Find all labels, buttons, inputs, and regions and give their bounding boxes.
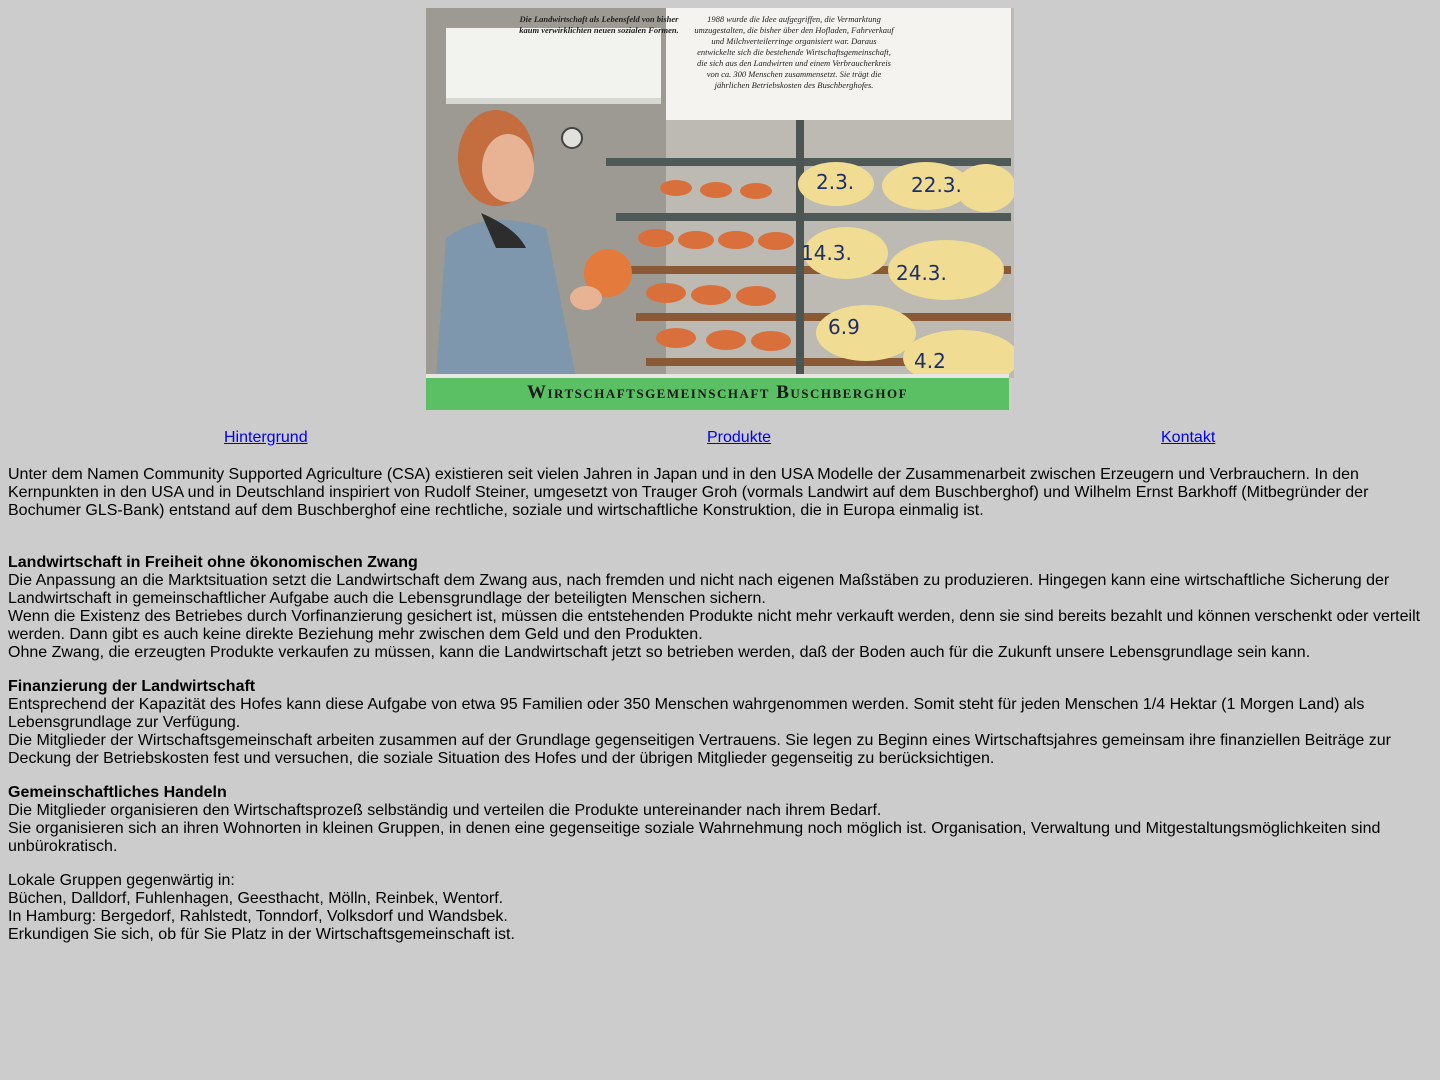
section-heading: Gemeinschaftliches Handeln: [8, 784, 227, 801]
section-heading: Finanzierung der Landwirtschaft: [8, 678, 256, 695]
navigation: [0, 429, 1440, 447]
nav-link-hintergrund[interactable]: Hintergrund: [224, 429, 308, 446]
nav-link-produkte[interactable]: Produkte: [707, 429, 772, 446]
section-handeln: [8, 784, 1428, 856]
cheese-label: 22.3.: [911, 173, 962, 197]
banner-image: [426, 8, 1014, 410]
paragraph: Wenn die Existenz des Betriebes durch Vorfinanzierung gesichert ist, müssen die entstehenden Produkte nicht mehr verkauft werden, denn sie sind bereits bezahlt und können verschenkt oder verteilt werden. Dann gibt es auch keine direkte Beziehung mehr zwischen dem Geld und den Produkten.: [8, 608, 1421, 643]
paragraph: Lokale Gruppen gegenwärtig in:: [8, 872, 235, 889]
cheese-label: 24.3.: [896, 261, 947, 285]
paragraph: Sie organisieren sich an ihren Wohnorten in kleinen Gruppen, in denen eine gegenseitige soziale Wahrnehmung noch möglich ist. Organisation, Verwaltung und Mitgestaltungsmöglichkeiten sind unbürokratisch.: [8, 820, 1381, 855]
cheese-label: 4.2: [914, 349, 946, 373]
banner-footer-title: Wirtschaftsgemeinschaft Buschberghof: [426, 374, 1009, 410]
main-content: [8, 466, 1428, 960]
paragraph: Entsprechend der Kapazität des Hofes kann diese Aufgabe von etwa 95 Familien oder 350 Menschen wahrgenommen werden. Somit steht für jeden Menschen 1/4 Hektar (1 Morgen Land) als Lebensgrundlage zur Verfügung.: [8, 696, 1365, 731]
cheese-label: 14.3.: [801, 241, 852, 265]
paragraph: Die Mitglieder organisieren den Wirtschaftsprozeß selbständig und verteilen die Produkte untereinander nach ihrem Bedarf.: [8, 802, 882, 819]
banner-caption-left: Die Landwirtschaft als Lebensfeld von bisher kaum verwirklichten neuen sozialen Formen.: [519, 14, 679, 35]
cheese-label: 6.9: [828, 315, 860, 339]
nav-link-kontakt[interactable]: Kontakt: [1161, 429, 1216, 446]
intro-paragraph: Unter dem Namen Community Supported Agriculture (CSA) existieren seit vielen Jahren in Japan und in den USA Modelle der Zusammenarbeit zwischen Erzeugern und Verbrauchern. In den Kernpunkten in den USA und in Deutschland inspiriert von Rudolf Steiner, umgesetzt von Trauger Groh (vormals Landwirt auf dem Buschberghof) und Wilhelm Ernst Barkhoff (Mitbegründer der Bochumer GLS-Bank) entstand auf dem Buschberghof eine rechtliche, soziale und wirtschaftliche Konstruktion, die in Europa einmalig ist.: [8, 466, 1369, 519]
paragraph: Erkundigen Sie sich, ob für Sie Platz in der Wirtschaftsgemeinschaft ist.: [8, 926, 515, 943]
section-finanzierung: [8, 678, 1428, 768]
section-freiheit: [8, 554, 1428, 662]
paragraph: Büchen, Dalldorf, Fuhlenhagen, Geesthacht, Mölln, Reinbek, Wentorf.: [8, 890, 504, 907]
paragraph: In Hamburg: Bergedorf, Rahlstedt, Tonndorf, Volksdorf und Wandsbek.: [8, 908, 508, 925]
cheese-label: 2.3.: [816, 170, 855, 194]
section-heading: Landwirtschaft in Freiheit ohne ökonomischen Zwang: [8, 554, 418, 571]
paragraph: Die Anpassung an die Marktsituation setzt die Landwirtschaft dem Zwang aus, nach fremden und nicht nach eigenen Maßstäben zu produzieren. Hingegen kann eine wirtschaftliche Sicherung der Landwirtschaft in gemeinschaftlicher Aufgabe auch die Lebensgrundlage der beteiligten Menschen sichern.: [8, 572, 1390, 607]
section-gruppen: [8, 872, 1428, 944]
paragraph: Ohne Zwang, die erzeugten Produkte verkaufen zu müssen, kann die Landwirtschaft jetzt so betrieben werden, daß der Boden auch für die Zukunft unsere Lebensgrundlage sein kann.: [8, 644, 1311, 661]
banner-caption-right: 1988 wurde die Idee aufgegriffen, die Vermarktung umzugestalten, die bisher über den Hofladen, Fahrverkauf und Milchverteilerringe organisiert war. Daraus entwickelte sich die bestehende Wirtschaftsgemeinschaft, die sich aus den Landwirten und einem Verbraucherkreis von ca. 300 Menschen zusammensetzt. Sie trägt die jährlichen Betriebskosten des Buschberghofes.: [694, 14, 894, 90]
paragraph: Die Mitglieder der Wirtschaftsgemeinschaft arbeiten zusammen auf der Grundlage gegenseitigen Vertrauens. Sie legen zu Beginn eines Wirtschaftsjahres gemeinsam ihre finanziellen Beiträge zur Deckung der Betriebskosten fest und versuchen, die soziale Situation des Hofes und der übrigen Mitglieder gegenseitig zu berücksichtigen.: [8, 732, 1391, 767]
